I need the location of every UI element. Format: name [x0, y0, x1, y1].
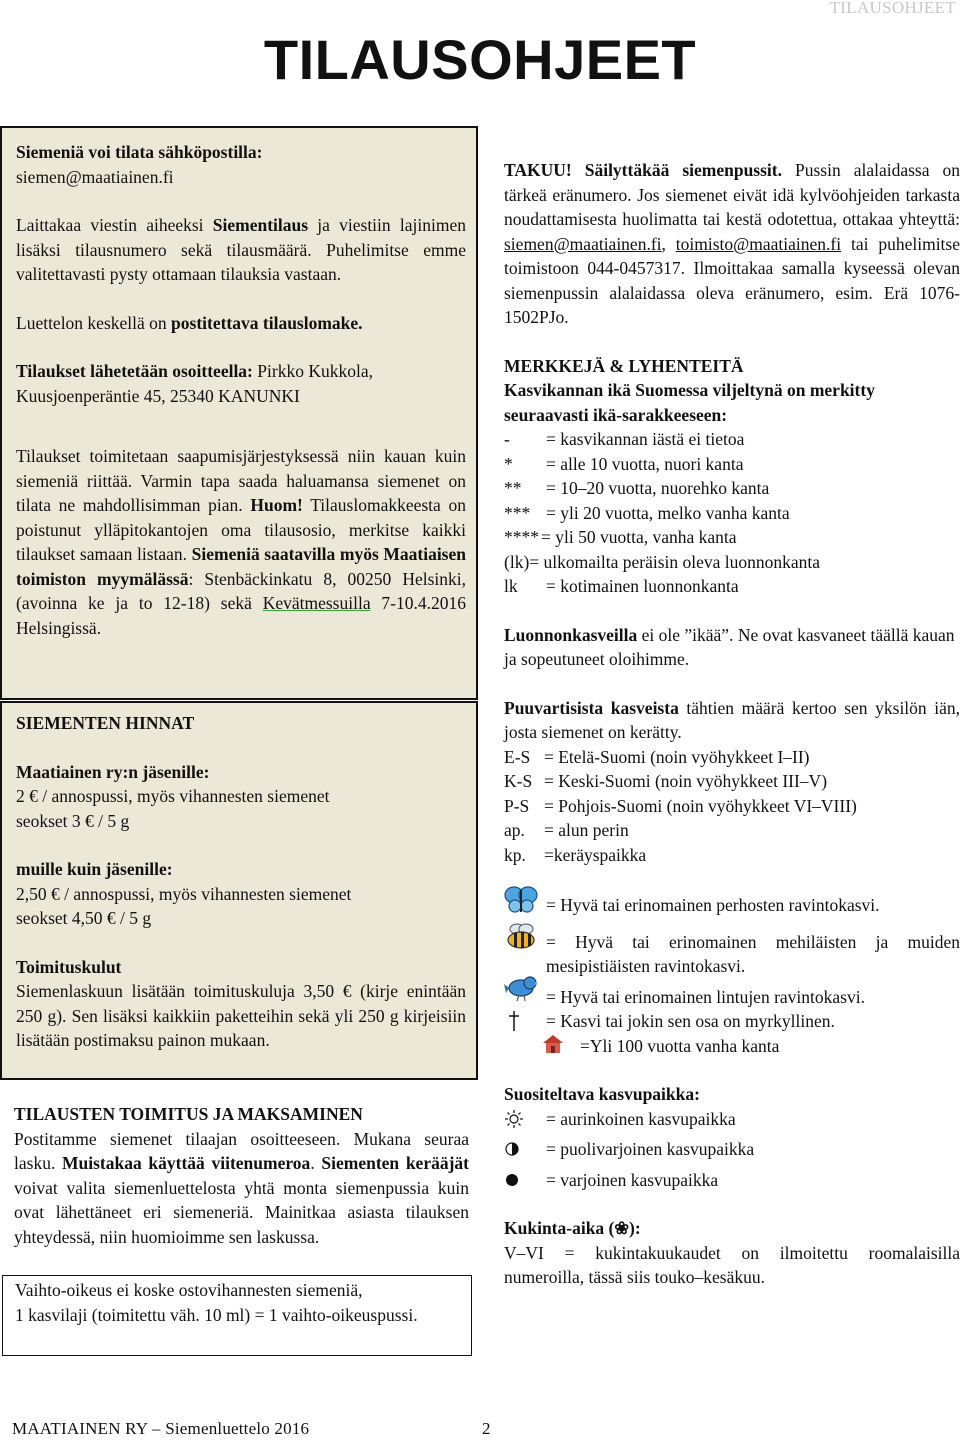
running-header: TILAUSOHJEET — [829, 0, 956, 17]
order-form-note: Luettelon keskellä on postitettava tilauslomake. — [16, 312, 363, 333]
shipping-text: Siemenlaskuun lisätään toimituskuluja 3,50 € (kirje enintään 250 g). Sen lisäksi kaikkiin paketteihin sekä yli 250 g kirjeisiin lisätään postimaksu painon mukaan. — [16, 981, 466, 1050]
growing-row: = puolivarjoinen kasvupaikka — [504, 1137, 960, 1162]
wild-plants-note: Luonnonkasveilla ei ole ”ikää”. Ne ovat kasvaneet täällä kauan ja sopeutuneet oloihimme. — [504, 624, 955, 669]
members-price-1: 2 € / annospussi, myös vihannesten siemenet — [16, 786, 330, 806]
region-list — [504, 745, 960, 868]
growing-heading: Suositeltava kasvupaikka: — [504, 1084, 700, 1104]
order-instructions-box — [0, 126, 478, 700]
guarantee-text: TAKUU! Säilyttäkää siemenpussit. Pussin alalaidassa on tärkeä eränumero. Jos siemenet eivät idä kylvöohjeiden tarkasta noudattamisesta huolimatta tai kestä odotettua, ottakaa yhteyttä: siemen@maatiainen.fi, toimisto@maatiainen.fi tai puhelimitse toimistoon 044-0457317. Ilmoittakaa samalla kyseessä olevan siemenpussin alalaidassa oleva eränumero, esim. Erä 1076-1502PJo. — [504, 160, 960, 327]
icon-legend-row: = Hyvä tai erinomainen mehiläisten ja muiden mesipistiäisten ravintokasvi. — [504, 930, 960, 979]
age-marker-list — [504, 427, 960, 599]
page-title: TILAUSOHJEET — [263, 28, 697, 91]
members-heading: Maatiainen ry:n jäsenille: — [16, 761, 210, 782]
page-number: 2 — [482, 1419, 491, 1438]
marker-row: lk = kotimainen luonnonkanta — [504, 576, 739, 596]
exchange-box — [2, 1275, 472, 1356]
takuu-email-2[interactable]: toimisto@maatiainen.fi — [675, 233, 842, 254]
bee-icon — [504, 930, 546, 954]
growing-row: = varjoinen kasvupaikka — [504, 1168, 960, 1193]
delivery-text: Postitamme siemenet tilaajan osoitteeseen. Mukana seuraa lasku. Muistakaa käyttää viitenumeroa. Siementen kerääjät voivat valita siemenluettelosta yhtä monta siemenpussia kuin ovat lähettäneet eri siemeneriä. Mainitkaa asiasta tilauksen yhteydessä, niin huomioimme sen laskussa. — [14, 1128, 469, 1247]
bird-icon — [504, 985, 546, 1009]
exchange-line-2: 1 kasvilaji (toimitettu väh. 10 ml) = 1 vaihto-oikeuspussi. — [15, 1304, 418, 1325]
markers-heading: MERKKEJÄ & LYHENTEITÄ — [504, 355, 744, 376]
butterfly-icon — [504, 893, 546, 917]
region-row: K-S = Keski-Suomi (noin vyöhykkeet III–V) — [504, 771, 828, 791]
icon-legend-row: = Kasvi tai jokin sen osa on myrkyllinen. — [504, 1009, 960, 1034]
delivery-heading: TILAUSTEN TOIMITUS JA MAKSAMINEN — [14, 1104, 363, 1124]
others-heading: muille kuin jäsenille: — [16, 859, 173, 879]
icon-legend-row: =Yli 100 vuotta vanha kanta — [504, 1034, 960, 1059]
spring-fair-link[interactable]: Kevätmessuilla — [262, 593, 371, 613]
region-row: E-S = Etelä-Suomi (noin vyöhykkeet I–II) — [504, 746, 810, 767]
region-row: P-S = Pohjois-Suomi (noin vyöhykkeet VI–VIII) — [504, 795, 857, 816]
bloom-text: V–VI = kukintakuukaudet on ilmoitettu roomalaisilla numeroilla, tässä siis touko–kesäkuu. — [504, 1242, 960, 1287]
exchange-line-1: Vaihto-oikeus ei koske ostovihannesten siemeniä, — [15, 1280, 363, 1300]
region-row: ap. = alun perin — [504, 820, 629, 840]
house-icon — [504, 1034, 580, 1058]
shipping-heading: Toimituskulut — [16, 956, 122, 977]
prices-box — [0, 701, 478, 1080]
markers-subheading: Kasvikannan ikä Suomessa viljeltynä on merkitty seuraavasti ikä-sarakkeeseen: — [504, 380, 875, 425]
marker-row: **** = yli 50 vuotta, vanha kanta — [504, 527, 737, 547]
sun-icon — [504, 1107, 546, 1131]
email-heading: Siemeniä voi tilata sähköpostilla: — [16, 142, 263, 162]
icon-legend-row: = Hyvä tai erinomainen perhosten ravintokasvi. — [504, 893, 960, 918]
icon-legend — [504, 893, 960, 1058]
others-price-1: 2,50 € / annospussi, myös vihannesten siemenet — [16, 883, 352, 904]
others-price-2: seokset 4,50 € / 5 g — [16, 908, 152, 928]
marker-row: *** = yli 20 vuotta, melko vanha kanta — [504, 502, 790, 523]
marker-row: ** = 10–20 vuotta, nuorehko kanta — [504, 478, 770, 498]
icon-legend-row: = Hyvä tai erinomainen lintujen ravintokasvi. — [504, 985, 960, 1010]
order-address: Tilaukset lähetetään osoitteella: Pirkko Kukkola, Kuusjoenperäntie 45, 25340 KANUNKI — [16, 361, 373, 406]
prices-heading: SIEMENTEN HINNAT — [16, 713, 195, 733]
growing-list — [504, 1107, 960, 1193]
takuu-email-1[interactable]: siemen@maatiainen.fi — [504, 233, 662, 254]
marker-row: - = kasvikannan iästä ei tietoa — [504, 429, 745, 449]
shade-icon — [504, 1168, 546, 1192]
region-row: kp. =keräyspaikka — [504, 844, 647, 865]
subject-instructions: Laittakaa viestin aiheeksi Siementilaus ja viestiin lajinimen lisäksi tilausnumero sekä tilausmäärä. Puhelimitse emme valitettavasti pysty ottamaan tilauksia vastaan. — [16, 215, 466, 284]
order-email-link[interactable]: siemen@maatiainen.fi — [16, 166, 174, 187]
marker-row: * = alle 10 vuotta, nuori kanta — [504, 453, 744, 474]
bloom-heading: Kukinta-aika (❀): — [504, 1218, 641, 1238]
half-shade-icon — [504, 1137, 546, 1161]
delivery-payment-section — [14, 1102, 469, 1249]
members-price-2: seokset 3 € / 5 g — [16, 810, 130, 831]
footer-publication: MAATIAINEN RY – Siemenluettelo 2016 — [12, 1419, 310, 1438]
woody-plants-note: Puuvartisista kasveista tähtien määrä kertoo sen yksilön iän, josta siemenet on kerätty. — [504, 697, 960, 742]
delivery-notes: Tilaukset toimitetaan saapumisjärjestyksessä niin kauan kuin siemeniä riittää. Varmin tapa saada haluamansa siemenet on tilata ne mahdollisimman pian. Huom! Tilauslomakkeesta on poistunut ylläpitokantojen oma tilausosio, merkitse kaikki tilaukset samaan listaan. Siemeniä saatavilla myös Maatiaisen toimiston myymälässä: Stenbäckinkatu 8, 00250 Helsinki, (avoinna ke ja to 12-18) sekä Kevätmessuilla 7-10.4.2016 Helsingissä. — [16, 446, 466, 638]
dagger-icon — [504, 1009, 546, 1033]
marker-row: (lk) = ulkomailta peräisin oleva luonnonkanta — [504, 551, 821, 572]
right-column — [504, 158, 960, 1290]
growing-row: = aurinkoinen kasvupaikka — [504, 1107, 960, 1132]
